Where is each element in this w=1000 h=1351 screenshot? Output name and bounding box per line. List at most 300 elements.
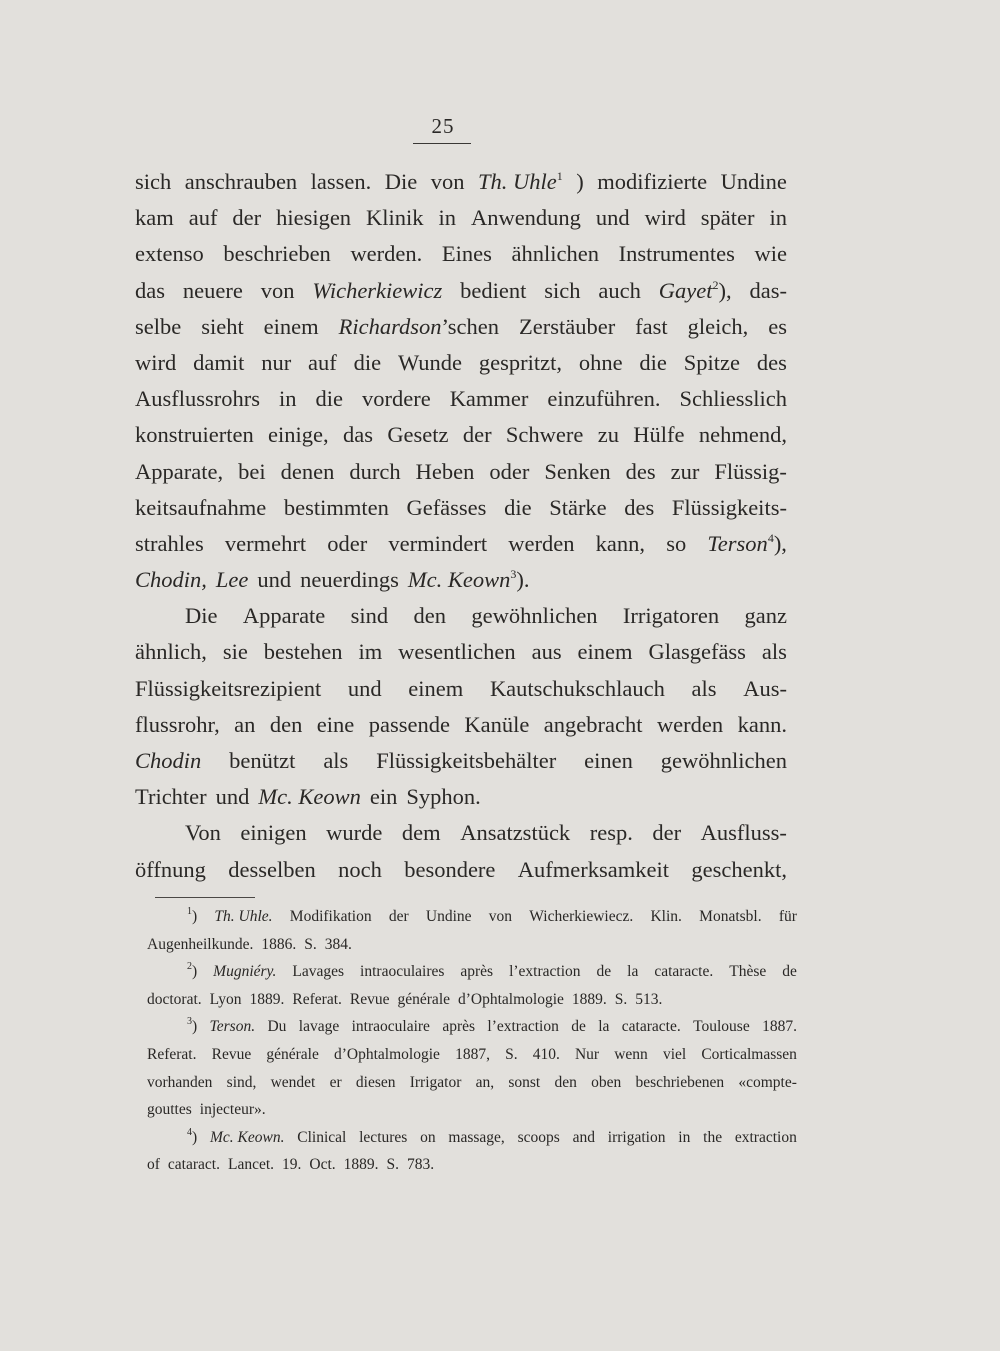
word: Klinik (366, 205, 424, 231)
word: einen (584, 748, 633, 773)
word: 19. (282, 1156, 302, 1174)
italic-name: Chodin, (135, 567, 207, 593)
word: Augenheilkunde. (147, 935, 254, 953)
word: an, (475, 1073, 495, 1091)
word: Flüssigkeits- (671, 494, 787, 520)
word: in (279, 386, 297, 412)
word: bedient (460, 277, 527, 303)
word: bei (238, 458, 266, 484)
word: vermehrt (224, 530, 307, 556)
word: selbe (135, 313, 182, 339)
word: Flüssig- (714, 458, 787, 484)
word: damit (193, 349, 245, 375)
word-group (210, 1013, 256, 1041)
word: bestehen (263, 639, 343, 665)
footnote-line (147, 931, 797, 959)
word: die (504, 494, 532, 520)
word: Heben (415, 458, 475, 484)
word: diesen (355, 1073, 396, 1091)
word: Referat. (292, 990, 342, 1008)
word: das (342, 422, 373, 448)
word: keitsaufnahme (135, 494, 267, 520)
word: in (769, 205, 787, 231)
word: im (358, 639, 383, 665)
word: aus (531, 639, 562, 665)
word: in (678, 1128, 691, 1146)
word: der (462, 422, 492, 448)
word-group (659, 273, 732, 309)
word: ein (369, 784, 398, 810)
footnote-line (147, 1124, 797, 1152)
word: lassen. (310, 169, 372, 194)
word: Trichter (135, 784, 207, 810)
word-tail: ), (718, 277, 732, 303)
word-group (408, 562, 530, 598)
body-text (135, 164, 787, 888)
word: Wunde (397, 349, 463, 375)
word-tail: ), (773, 530, 787, 556)
italic-name: Chodin (135, 748, 202, 773)
word: S. (505, 1045, 518, 1063)
word: 410. (532, 1045, 560, 1063)
word: Aus- (743, 675, 787, 701)
word: auch (598, 277, 641, 303)
word: Hülfe (633, 422, 685, 448)
word: sie (222, 639, 248, 665)
word: scoops (517, 1128, 560, 1146)
word: oben (591, 1073, 622, 1091)
word: des (624, 494, 655, 520)
word: wird (644, 205, 686, 231)
word: auf (308, 349, 337, 375)
footnote-marker: 2 (187, 961, 192, 973)
word: Referat. (147, 1045, 197, 1063)
footnote-marker: 1 (556, 169, 563, 183)
body-line (135, 852, 787, 888)
body-line (135, 309, 787, 345)
word: wird (135, 349, 177, 375)
word: des (756, 349, 787, 375)
word-tail: ’schen (441, 313, 500, 339)
word: ohne (578, 349, 623, 375)
word: öffnung (135, 856, 206, 882)
word: Lancet. (227, 1156, 275, 1174)
word: 384. (324, 935, 352, 953)
word: l’extraction (487, 1018, 559, 1036)
word: Zerstäuber (519, 313, 616, 339)
word: eine (316, 711, 355, 737)
footnote-marker: 3 (187, 1016, 192, 1028)
word: wurde (326, 820, 383, 846)
word: von (260, 277, 295, 303)
word: das (135, 277, 165, 303)
word: ganz (744, 603, 787, 629)
word: den (554, 1073, 577, 1091)
word: und (257, 567, 292, 593)
word: Clinical (297, 1128, 347, 1146)
word: wendet (270, 1073, 316, 1091)
word: angebracht (543, 711, 643, 737)
word: Von (185, 820, 221, 846)
body-line (135, 634, 787, 670)
word: Schwere (505, 422, 584, 448)
word: von (488, 908, 513, 925)
body-line (135, 345, 787, 381)
word: Ausflussrohrs (135, 386, 261, 412)
word: wenn (614, 1045, 648, 1063)
word: so (666, 530, 687, 556)
word: the (703, 1128, 723, 1146)
word: 1889. (249, 990, 285, 1008)
word: von (430, 169, 465, 194)
footnote-line (147, 1041, 797, 1069)
word: Modifikation (289, 908, 372, 925)
word: Anwendung (470, 205, 581, 231)
word: Nur (574, 1045, 600, 1063)
footnote-marker: 2 (712, 277, 719, 292)
body-line (135, 526, 787, 562)
italic-name: Wicherkiewicz (312, 277, 443, 303)
word: intraoculaires (360, 963, 445, 981)
word: nehmend, (698, 422, 787, 448)
word: der (388, 908, 409, 925)
italic-name: Mc. Keown (407, 567, 511, 593)
word: und (215, 784, 250, 810)
word: 1887, (455, 1045, 490, 1063)
word: Toulouse (693, 1018, 750, 1036)
word: und (347, 675, 382, 701)
word: cataracte. (621, 1018, 681, 1036)
word: après (442, 1018, 476, 1036)
word: la (627, 963, 639, 981)
word: Die (185, 603, 218, 629)
word: S. (386, 1156, 400, 1174)
word-tail: ) (192, 908, 198, 925)
word: Instrumentes (618, 241, 735, 267)
word: denen (280, 458, 335, 484)
body-line (135, 671, 787, 707)
word: auf (188, 205, 218, 231)
word: besondere (404, 856, 496, 882)
word: Spitze (683, 349, 741, 375)
word: lavage (298, 1018, 340, 1036)
footnotes (147, 903, 797, 1179)
italic-name: Richardson (338, 313, 442, 339)
word: of (147, 1156, 160, 1174)
word: Apparate (242, 603, 326, 629)
word: la (598, 1018, 610, 1036)
word: Gefässes (406, 494, 487, 520)
footnote-line (147, 903, 797, 931)
word-group (258, 779, 360, 815)
word: Kanüle (464, 711, 530, 737)
page-number-rule (413, 143, 471, 144)
word: Oct. (309, 1156, 336, 1174)
word: flussrohr, (135, 711, 220, 737)
word: sonst (508, 1073, 541, 1091)
word: wesentlichen (398, 639, 516, 665)
word: dem (401, 820, 441, 846)
word: générale (266, 1045, 319, 1063)
italic-name: Mugniéry. (213, 963, 277, 981)
word: 1889. (571, 990, 607, 1008)
word: als (323, 748, 349, 773)
word: Stärke (549, 494, 607, 520)
italic-name: Mc. Keown (258, 784, 361, 810)
word: für (778, 908, 797, 925)
word: wie (754, 241, 787, 267)
word: an (234, 711, 256, 737)
word: 783. (407, 1156, 435, 1174)
word-group (187, 903, 197, 931)
word: gespritzt, (478, 349, 562, 375)
word: injecteur». (199, 1101, 266, 1119)
word: Kautschukschlauch (489, 675, 665, 701)
body-line (135, 381, 787, 417)
word: sich (135, 169, 172, 194)
word: de (571, 1018, 586, 1036)
word: gleich, (687, 313, 749, 339)
word: lectures (359, 1128, 408, 1146)
word: cataract. (167, 1156, 220, 1174)
word: des (625, 458, 656, 484)
word: on (420, 1128, 436, 1146)
word: Glasgefäss (648, 639, 746, 665)
word: der (232, 205, 262, 231)
word: Monatsbl. (699, 908, 762, 925)
word: es (768, 313, 787, 339)
word: resp. (589, 820, 633, 846)
word: Klin. (650, 908, 682, 925)
word: Aufmerksamkeit (517, 856, 670, 882)
word: konstruierten (135, 422, 254, 448)
word: Undine (425, 908, 472, 925)
word: sich (544, 277, 581, 303)
word: zu (597, 422, 619, 448)
word-group (216, 562, 249, 598)
word: Schliesslich (679, 386, 787, 412)
word: massage, (448, 1128, 505, 1146)
word: in (438, 205, 456, 231)
word: werden. (350, 241, 423, 267)
word: beschrieben (223, 241, 331, 267)
word: 1887. (762, 1018, 797, 1036)
word: intraoculaire (351, 1018, 430, 1036)
word: vordere (361, 386, 431, 412)
word-tail: ) (192, 963, 198, 981)
footnote-rule (155, 897, 255, 898)
footnote-line (147, 958, 797, 986)
word: den (269, 711, 303, 737)
footnote-line (147, 1013, 797, 1041)
italic-name: Lee (215, 567, 249, 593)
word: einigen (240, 820, 307, 846)
word: werden (656, 711, 724, 737)
word: desselben (228, 856, 316, 882)
word-group (187, 958, 197, 986)
word: l’extraction (509, 963, 581, 981)
word: vorhanden (147, 1073, 213, 1091)
word: Irrigator (409, 1073, 462, 1091)
word: als (691, 675, 717, 701)
word: Flüssigkeitsbehälter (376, 748, 557, 773)
body-line (135, 598, 787, 634)
word-group (135, 562, 207, 598)
body-line (135, 236, 787, 272)
word: oder (327, 530, 368, 556)
word: neuere (182, 277, 243, 303)
body-line (135, 707, 787, 743)
word: durch (349, 458, 401, 484)
word-group (210, 1124, 284, 1152)
word: de (782, 963, 797, 981)
word: Revue (211, 1045, 252, 1063)
italic-name: Mc. Keown. (209, 1128, 285, 1146)
word: Eines (441, 241, 492, 267)
body-line (135, 164, 787, 200)
word: Die (384, 169, 418, 194)
word: Gesetz (387, 422, 449, 448)
word-group (187, 1124, 197, 1152)
word: sind (350, 603, 389, 629)
italic-name: Terson. (209, 1018, 256, 1036)
word: gewöhnlichen (660, 748, 787, 773)
word: die (353, 349, 382, 375)
word: den (413, 603, 446, 629)
word-group (312, 273, 442, 309)
word: später (700, 205, 755, 231)
word: benützt (229, 748, 296, 773)
word-group (214, 903, 272, 931)
word: extenso (135, 241, 204, 267)
body-line (135, 454, 787, 490)
word: 1889. (343, 1156, 379, 1174)
word: 1886. (261, 935, 297, 953)
word: «compte- (738, 1073, 797, 1091)
word: der (652, 820, 682, 846)
word: S. (304, 935, 317, 953)
word: noch (338, 856, 382, 882)
word: oder (489, 458, 530, 484)
footnote-marker: 4 (767, 530, 774, 545)
word: Du (267, 1018, 287, 1036)
word: das- (749, 277, 787, 303)
word: passende (368, 711, 450, 737)
word: beschriebenen (635, 1073, 725, 1091)
word: fast (635, 313, 668, 339)
word: Undine (720, 169, 787, 194)
word: Revue (349, 990, 390, 1008)
body-line (135, 815, 787, 851)
word: après (460, 963, 494, 981)
word: viel (662, 1045, 687, 1063)
footnote-line (147, 1096, 797, 1124)
word: werden (508, 530, 575, 556)
italic-name: Th. Uhle. (214, 908, 273, 925)
word: Thèse (729, 963, 767, 981)
word: einem (577, 639, 633, 665)
word: Lavages (292, 963, 345, 981)
word: and (572, 1128, 595, 1146)
word: zur (670, 458, 700, 484)
word: d’Ophtalmologie (458, 990, 564, 1008)
word: ) (576, 169, 584, 194)
word: modifizierte (597, 169, 708, 194)
word: strahles (135, 530, 204, 556)
footnote-marker: 4 (187, 1126, 192, 1138)
word: nur (261, 349, 292, 375)
word: geschenkt, (691, 856, 787, 882)
body-line (135, 743, 787, 779)
word-group (339, 309, 499, 345)
word-group (707, 526, 787, 562)
body-line (135, 490, 787, 526)
word: bestimmten (283, 494, 389, 520)
word: Senken (544, 458, 611, 484)
body-line (135, 200, 787, 236)
word: einzuführen. (547, 386, 661, 412)
word: neuerdings (300, 567, 399, 593)
word-tail: ). (516, 567, 530, 593)
body-line (135, 562, 787, 598)
word: die (315, 386, 343, 412)
word: gewöhnlichen (471, 603, 598, 629)
word: einem (263, 313, 319, 339)
word: Flüssigkeitsrezipient (135, 675, 322, 701)
footnote-marker: 1 (187, 906, 192, 917)
word: Apparate, (135, 458, 224, 484)
italic-name: Terson (707, 530, 768, 556)
body-line (135, 273, 787, 309)
word: Syphon. (406, 784, 481, 810)
word: d’Ophtalmologie (334, 1045, 440, 1063)
word: hiesigen (276, 205, 352, 231)
word: Kammer (449, 386, 529, 412)
word: S. (614, 990, 628, 1008)
word: cataracte. (654, 963, 714, 981)
word: und (595, 205, 630, 231)
word: doctorat. (147, 990, 202, 1008)
word: générale (397, 990, 451, 1008)
word: als (761, 639, 787, 665)
word: kam (135, 205, 174, 231)
word: ähnlich, (135, 639, 207, 665)
page-number: 25 (431, 114, 455, 138)
word-tail: ) (192, 1018, 198, 1036)
footnote-line (147, 986, 797, 1014)
word: einem (408, 675, 464, 701)
word: irrigation (607, 1128, 666, 1146)
word: extraction (734, 1128, 797, 1146)
body-line (135, 417, 787, 453)
word: die (639, 349, 667, 375)
italic-name: Gayet (658, 277, 713, 303)
italic-name: Th. Uhle (478, 169, 557, 194)
word: Irrigatoren (622, 603, 720, 629)
word: sieht (201, 313, 244, 339)
word: vermindert (388, 530, 488, 556)
word-group (187, 1013, 197, 1041)
word: Wicherkiewiecz. (529, 908, 634, 925)
word-group (478, 164, 563, 200)
word: Lyon (209, 990, 242, 1008)
body-line (135, 779, 787, 815)
word-group (213, 958, 276, 986)
word-group (135, 743, 201, 779)
word: er (329, 1073, 342, 1091)
word: Corticalmassen (701, 1045, 797, 1063)
footnote-line (147, 1151, 797, 1179)
